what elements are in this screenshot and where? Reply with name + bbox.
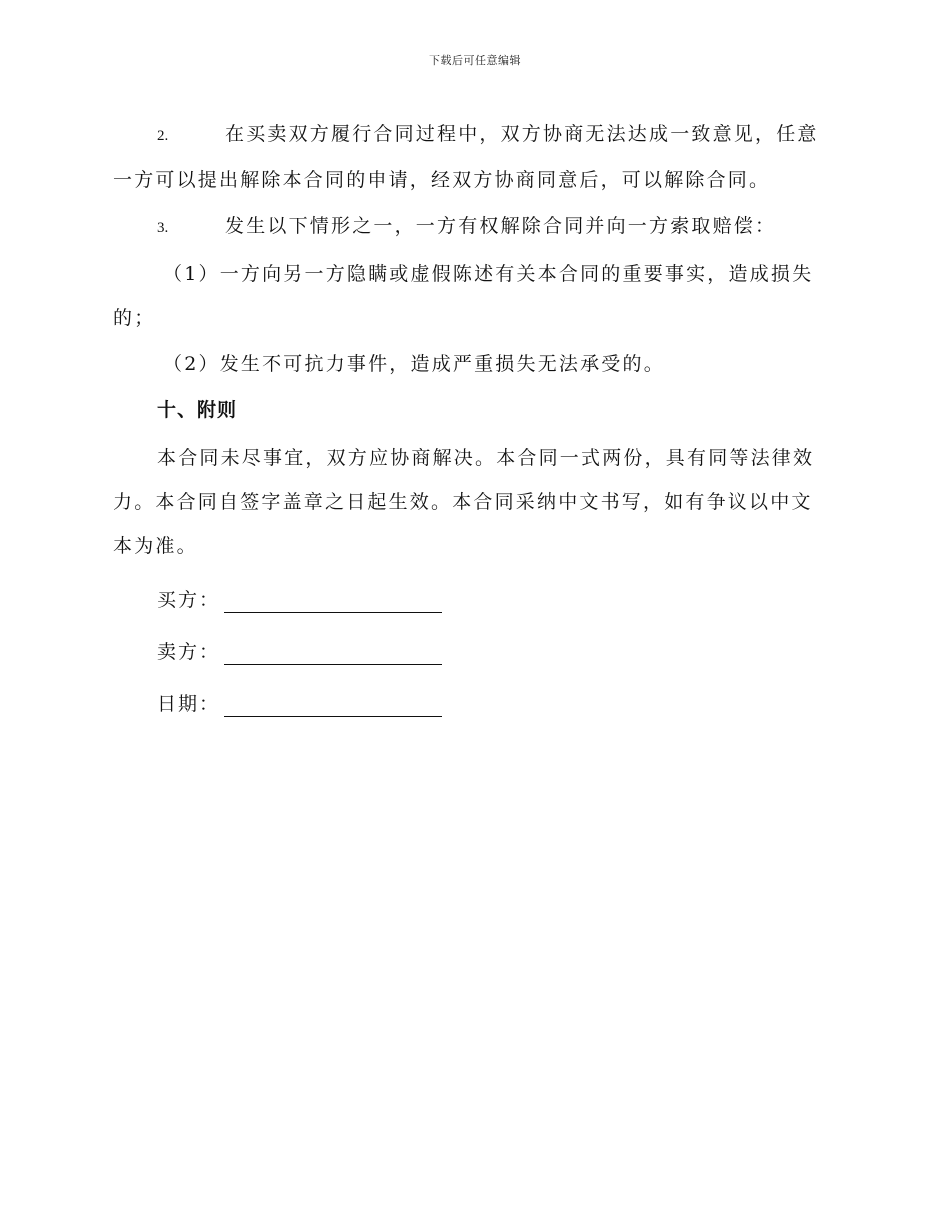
date-line xyxy=(224,686,442,717)
date-row xyxy=(157,674,833,726)
buyer-signature-row xyxy=(157,570,833,622)
buyer-label: 买方： xyxy=(157,589,221,611)
document-body xyxy=(113,112,833,726)
clause-text: 在买卖双方履行合同过程中，双方协商无法达成一致意见，任意一方可以提出解除本合同的申请，经双方协商同意后，可以解除合同。 xyxy=(113,123,819,191)
clause-3 xyxy=(113,204,833,250)
page-header: 下载后可任意编辑 xyxy=(429,54,521,67)
section-body: 本合同未尽事宜，双方应协商解决。本合同一式两份，具有同等法律效力。本合同自签字盖章之日起生效。本合同采纳中文书写，如有争议以中文本为准。 xyxy=(113,447,815,557)
buyer-signature-line xyxy=(224,582,442,613)
seller-signature-row xyxy=(157,622,833,674)
clause-number: 2. xyxy=(157,128,169,144)
seller-signature-line xyxy=(224,634,442,665)
clause-number: 3. xyxy=(157,220,169,236)
clause-text: 发生以下情形之一，一方有权解除合同并向一方索取赔偿： xyxy=(225,215,777,237)
clause-2 xyxy=(113,112,833,202)
date-label: 日期： xyxy=(157,693,221,715)
section-heading: 十、附则 xyxy=(157,399,238,421)
seller-label: 卖方： xyxy=(157,641,221,663)
list-item: （1）一方向另一方隐瞒或虚假陈述有关本合同的重要事实，造成损失的； xyxy=(113,263,814,329)
list-item: （2）发生不可抗力事件，造成严重损失无法承受的。 xyxy=(163,353,665,375)
